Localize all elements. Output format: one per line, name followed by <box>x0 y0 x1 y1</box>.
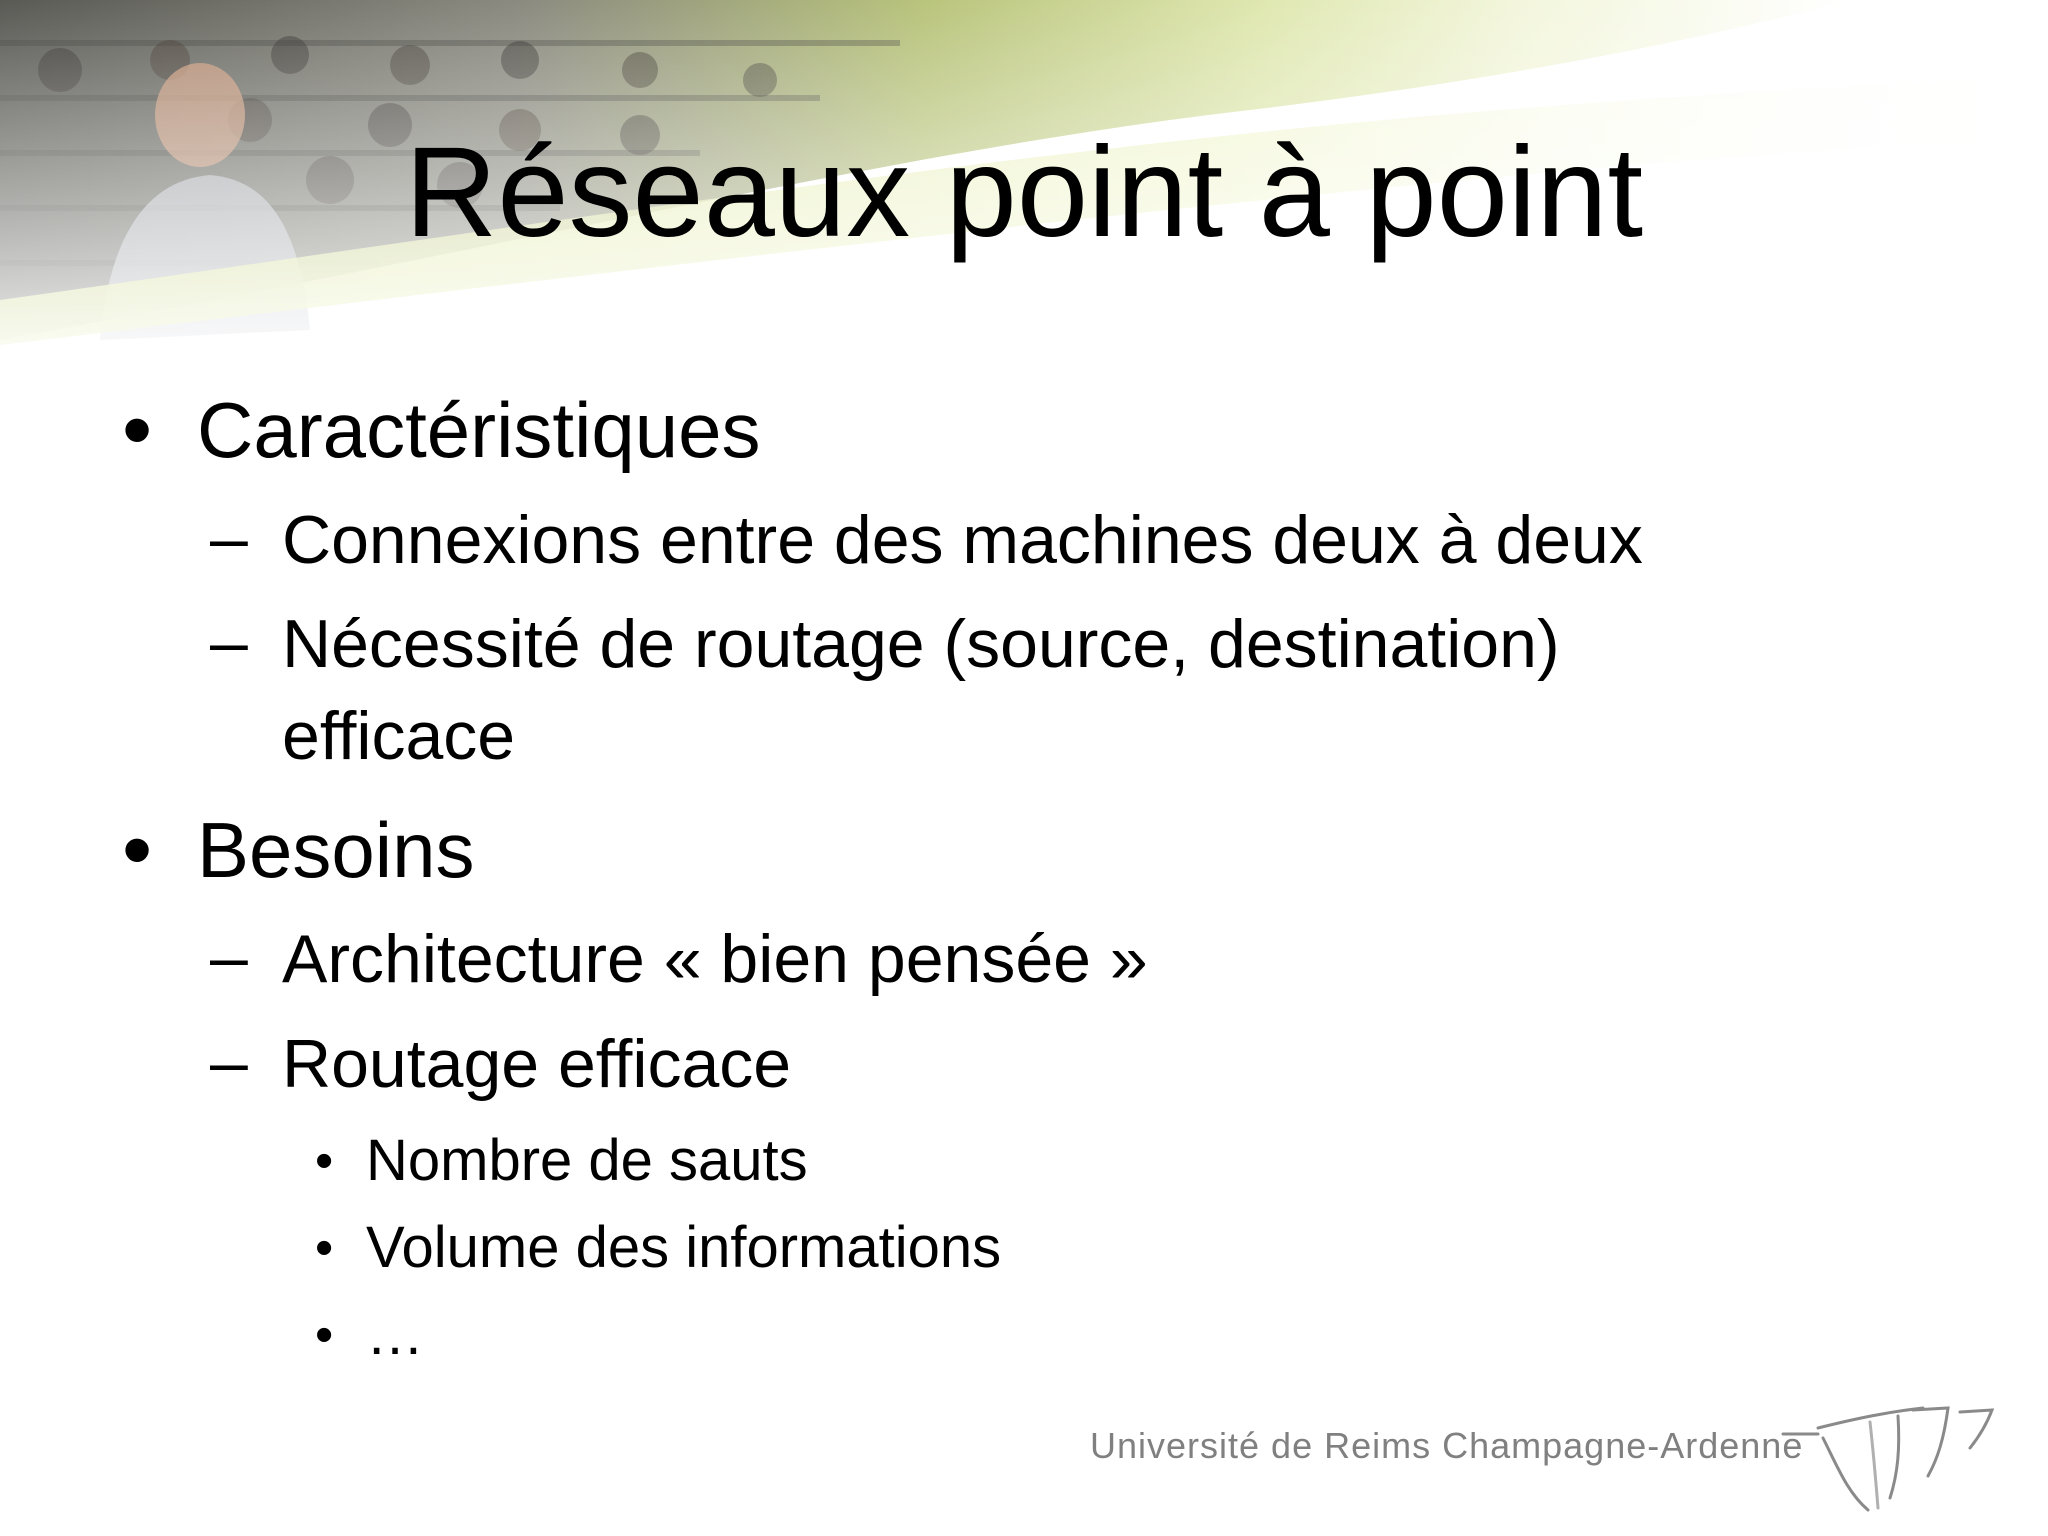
dash-marker: – <box>210 500 248 576</box>
list-item-text: Besoins <box>197 806 475 894</box>
list-item-text: Connexions entre des machines deux à deux <box>282 502 1643 578</box>
bullet-marker: • <box>315 1306 334 1364</box>
bullet-marker: • <box>315 1219 334 1277</box>
slide-title: Réseaux point à point <box>404 121 1644 264</box>
list-item-text: Nécessité de routage (source, destination) <box>282 606 1560 682</box>
dash-marker: – <box>210 919 248 995</box>
bullet-marker: • <box>315 1132 334 1190</box>
list-item-text: efficace <box>282 698 516 774</box>
bullet-marker: • <box>122 802 153 898</box>
list-item-text: Routage efficace <box>282 1026 792 1102</box>
list-item-text: Nombre de sauts <box>366 1128 808 1193</box>
urca-logo-icon <box>1778 1398 2008 1516</box>
list-item-text: Architecture « bien pensée » <box>282 921 1148 997</box>
university-name: Université de Reims Champagne-Ardenne <box>1090 1425 1804 1466</box>
list-item-text: Volume des informations <box>366 1215 1002 1280</box>
dash-marker: – <box>210 604 248 680</box>
bullet-marker: • <box>122 382 153 478</box>
dash-marker: – <box>210 1024 248 1100</box>
list-item-text: Caractéristiques <box>197 386 761 474</box>
list-item-text: … <box>366 1302 424 1367</box>
